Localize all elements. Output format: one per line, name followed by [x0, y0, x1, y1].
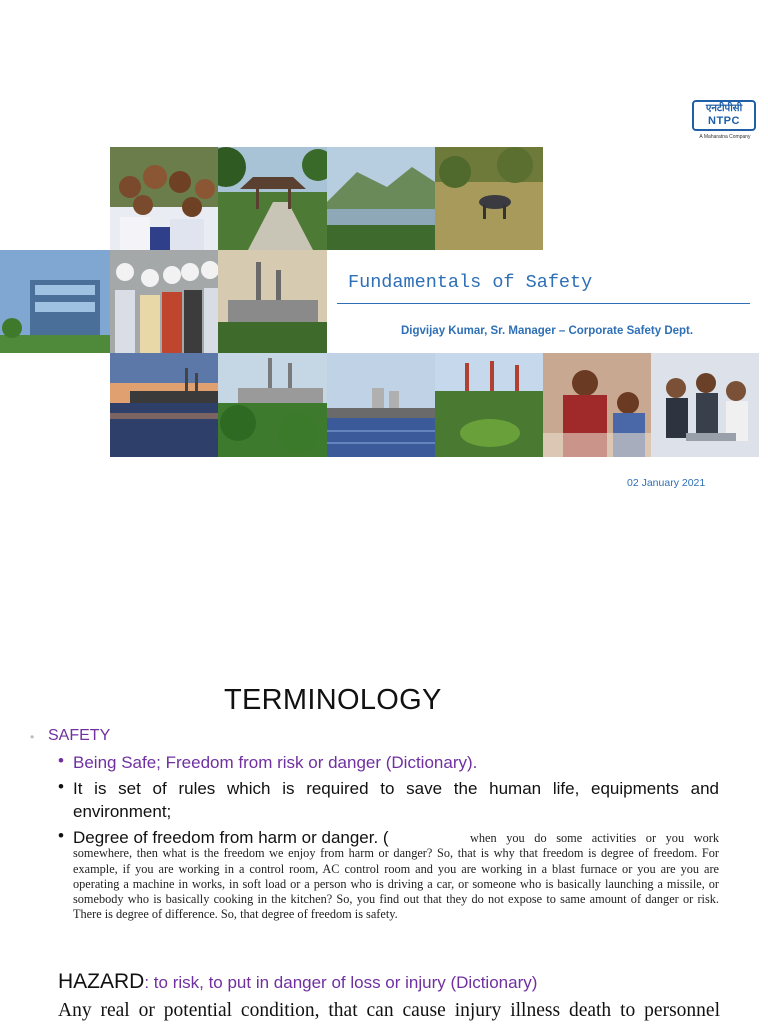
- bullet-marker: •: [58, 777, 64, 796]
- safety-definition-rules: It is set of rules which is required to save the human life, equipments and environment;: [73, 779, 719, 821]
- logo-hindi-text: एनटीपीसी: [705, 103, 743, 114]
- plant-greenery-photo: [218, 353, 327, 457]
- hazard-definition: [58, 970, 537, 994]
- lakeside-plant-photo: [110, 353, 218, 457]
- office-meeting-photo: [651, 353, 759, 457]
- hazard-term-label: HAZARD: [58, 970, 145, 993]
- reservoir-hills-photo: [327, 147, 435, 250]
- bullet-marker: •: [58, 751, 64, 770]
- solar-panels-photo: [327, 353, 435, 457]
- garden-pathway-photo: [218, 147, 327, 250]
- presentation-date: 02 January 2021: [627, 477, 706, 489]
- safety-term-label: SAFETY: [48, 727, 111, 744]
- logo-english-text: NTPC: [708, 115, 740, 127]
- township-aerial-photo: [435, 353, 543, 457]
- bullet-marker: •: [30, 730, 35, 744]
- title-underline: [337, 303, 750, 304]
- wildlife-grassland-photo: [435, 147, 543, 250]
- hazard-dictionary-definition: : to risk, to put in danger of loss or injury (Dictionary): [144, 973, 538, 992]
- presenter-name: Digvijay Kumar, Sr. Manager – Corporate Safety Dept.: [401, 325, 694, 337]
- hazard-description-text: Any real or potential condition, that can cause injury illness death to personnel: [58, 1000, 720, 1021]
- presentation-title: Fundamentals of Safety: [348, 272, 593, 293]
- engineers-hardhats-photo: [110, 250, 218, 353]
- degree-explanation-text: when you do some activities or you work somewhere, then what is the freedom we enjoy from harm or danger? So, that is why that freedom is degree of freedom. For example, if you are working in a control room, AC control room and you are working in a blast furnace or you are you are operating a machine in works, in soft load or a person who is driving a car, or someone who is basically launching a missile, or somebody who is basically cooking in the kitchen? So, you find out that they do not expose to same amount of danger or risk. There is degree of difference. So, that degree of freedom is safety.: [73, 831, 719, 922]
- power-plant-chimney-photo: [218, 250, 327, 353]
- school-children-photo: [110, 147, 218, 250]
- logo-tagline: A Maharatna Company: [699, 134, 751, 140]
- bullet-marker: •: [58, 826, 64, 845]
- safety-definition-dictionary: Being Safe; Freedom from risk or danger (Dictionary).: [73, 753, 478, 772]
- ntpc-logo: [692, 100, 758, 144]
- teacher-children-photo: [543, 353, 651, 457]
- degree-lead-text: Degree of freedom from harm or danger. (: [73, 828, 389, 847]
- slide-heading: TERMINOLOGY: [224, 684, 442, 716]
- office-building-photo: [0, 250, 110, 353]
